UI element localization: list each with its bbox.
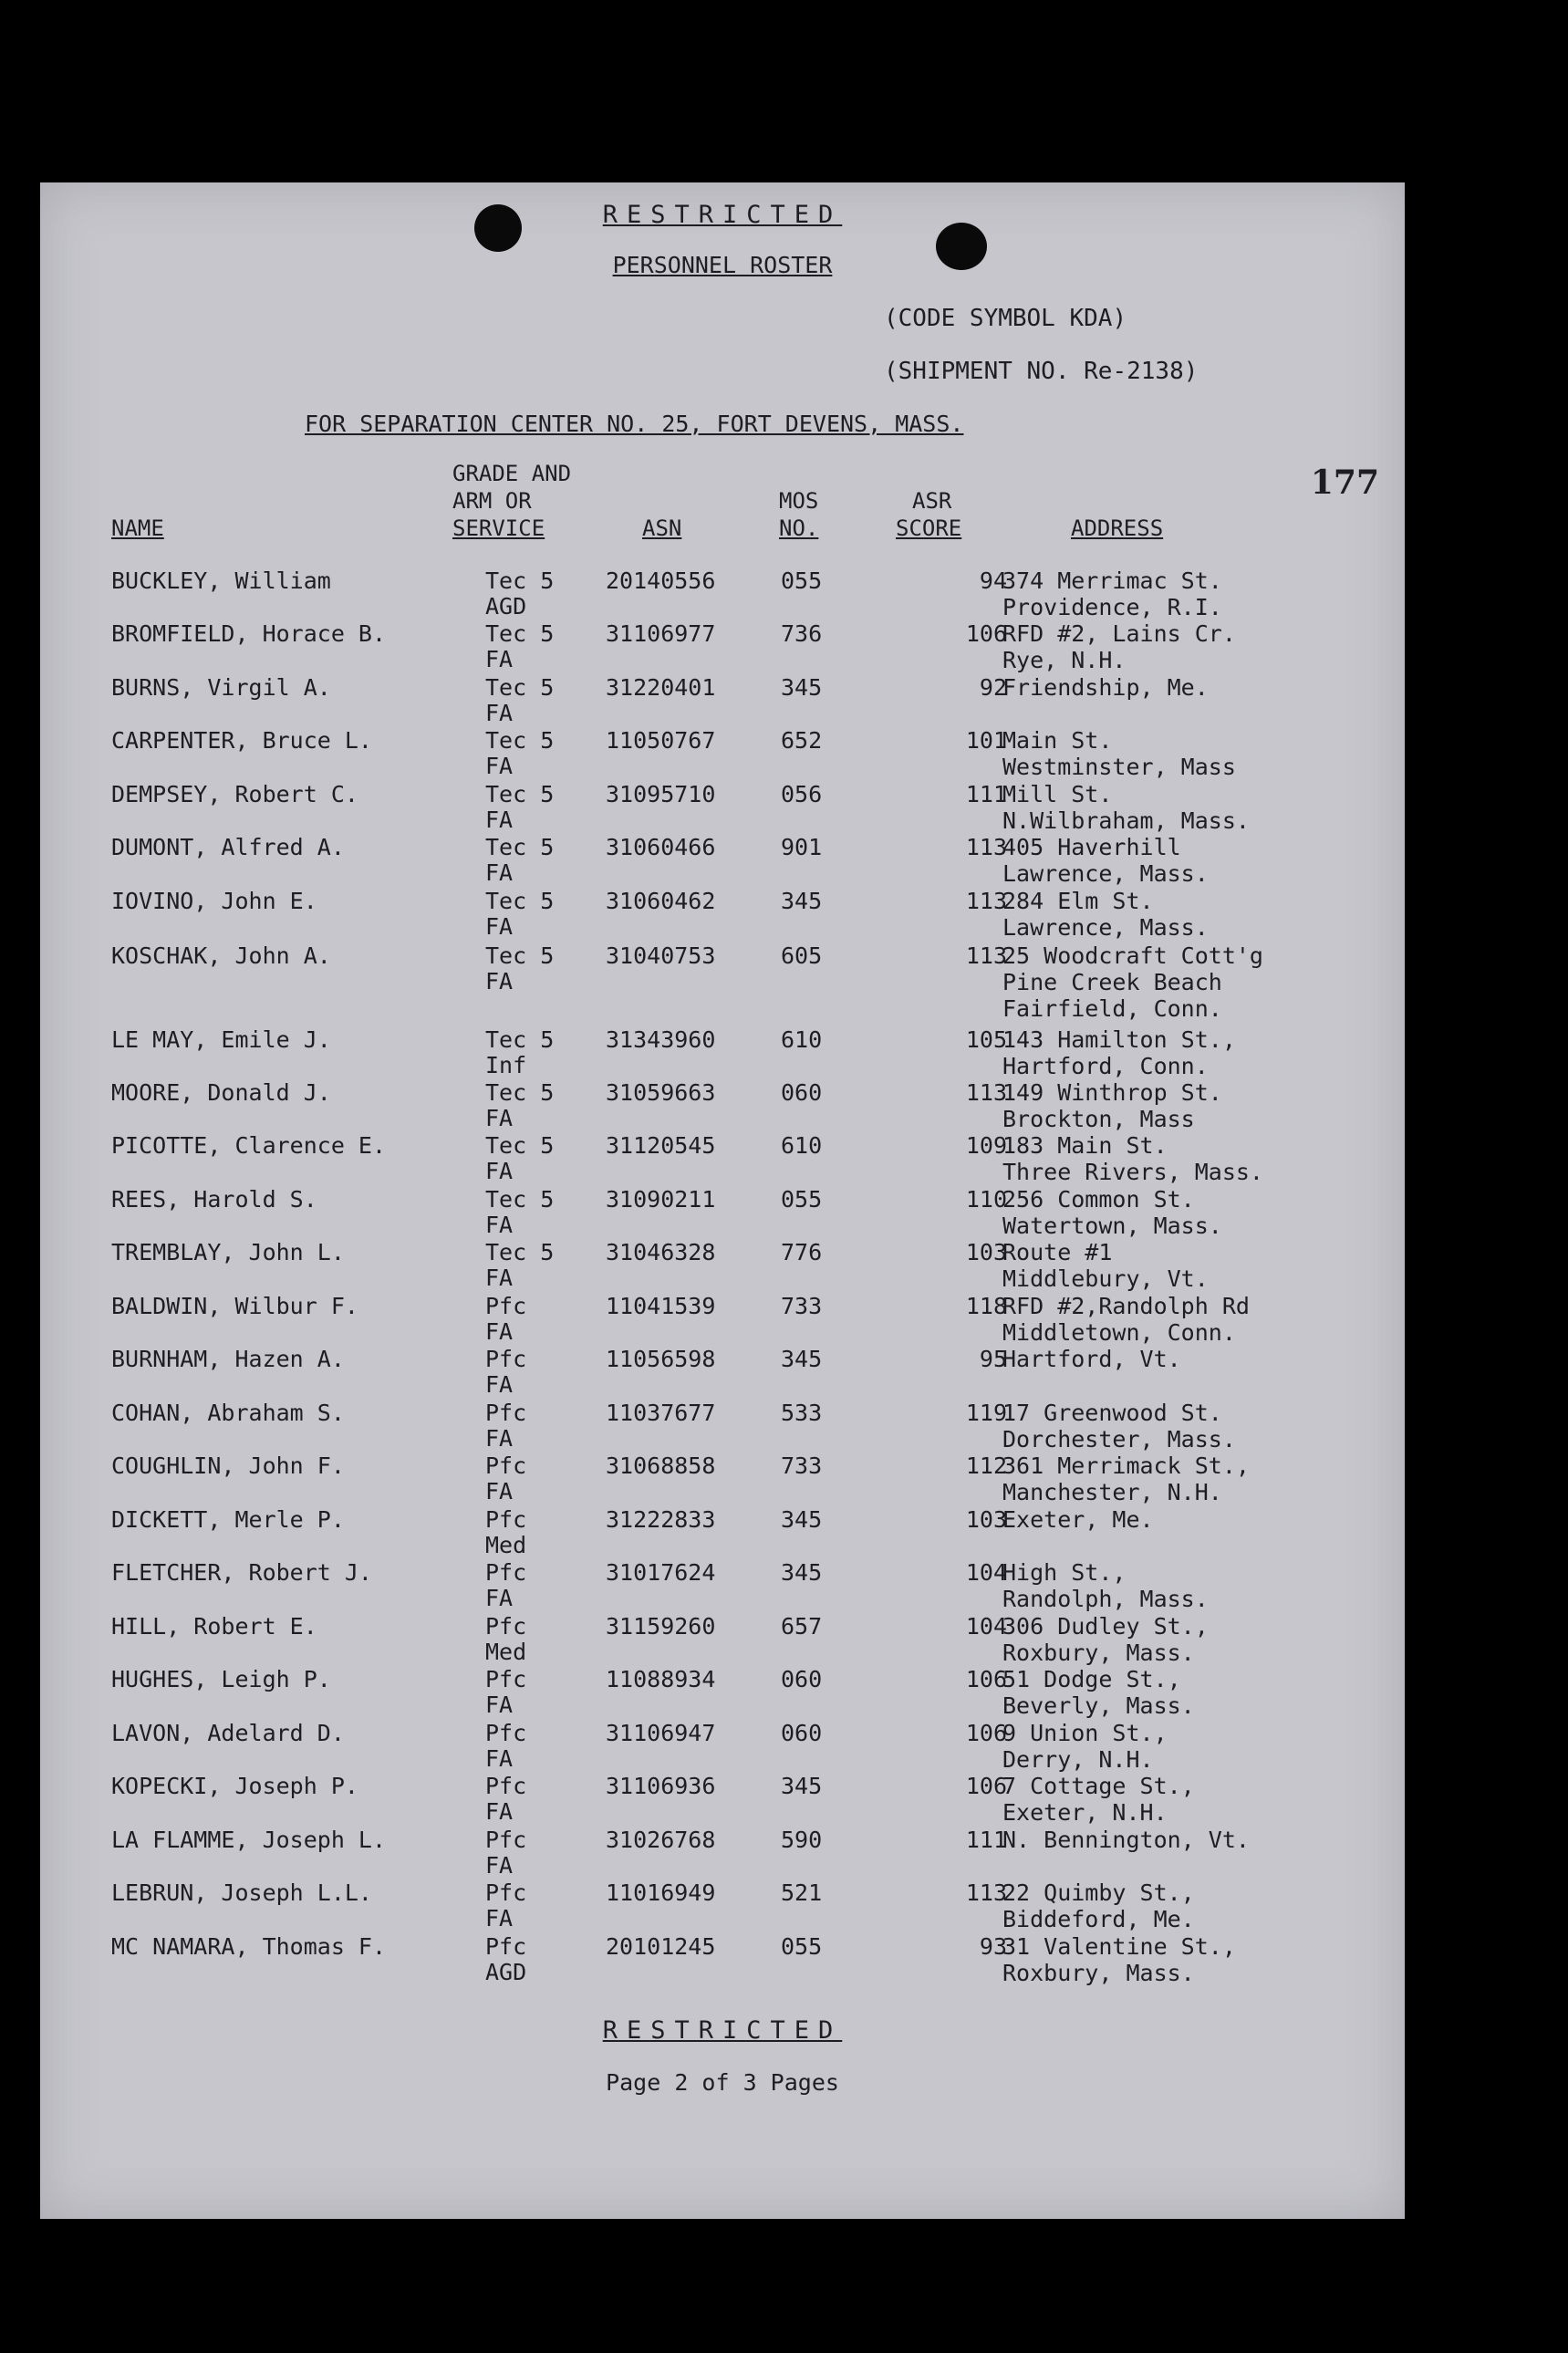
cell-mos: 345 <box>781 1773 823 1799</box>
cell-name: HUGHES, Leigh P. <box>111 1666 331 1692</box>
code-symbol: (CODE SYMBOL KDA) <box>884 305 1127 332</box>
cell-name: BURNHAM, Hazen A. <box>111 1346 345 1372</box>
cell-address-line1: 183 Main St. <box>1002 1132 1168 1159</box>
cell-score: 112 <box>965 1452 1007 1479</box>
table-row <box>40 942 1405 1022</box>
cell-score: 106 <box>965 1666 1007 1692</box>
cell-mos: 345 <box>781 888 823 914</box>
cell-grade: Tec 5 <box>485 567 555 594</box>
table-row <box>40 781 1405 834</box>
cell-mos: 056 <box>781 781 823 807</box>
cell-name: KOSCHAK, John A. <box>111 942 331 969</box>
cell-mos: 055 <box>781 1933 823 1960</box>
cell-mos: 605 <box>781 942 823 969</box>
cell-address-line1: Exeter, Me. <box>1002 1506 1154 1533</box>
cell-grade: Tec 5 <box>485 1239 555 1265</box>
cell-score: 113 <box>965 1079 1007 1106</box>
table-row <box>40 1613 1405 1666</box>
header-mos-line1: MOS <box>779 488 819 514</box>
table-row <box>40 1346 1405 1399</box>
cell-name: REES, Harold S. <box>111 1186 317 1213</box>
table-row <box>40 567 1405 620</box>
cell-grade: Tec 5 <box>485 942 555 969</box>
cell-grade: Tec 5 <box>485 888 555 914</box>
cell-score: 95 <box>979 1346 1007 1372</box>
cell-grade: Tec 5 <box>485 781 555 807</box>
cell-score: 94 <box>979 567 1007 594</box>
cell-grade: Pfc <box>485 1346 527 1372</box>
cell-mos: 055 <box>781 1186 823 1213</box>
cell-score: 111 <box>965 781 1007 807</box>
cell-grade: Tec 5 <box>485 1026 555 1053</box>
table-row <box>40 1079 1405 1132</box>
cell-score: 113 <box>965 1879 1007 1906</box>
header-mos-line2: NO. <box>779 515 819 541</box>
classification-top: RESTRICTED <box>602 201 843 229</box>
cell-score: 105 <box>965 1026 1007 1053</box>
cell-address-line1: 7 Cottage St., <box>1002 1773 1195 1799</box>
table-row <box>40 1400 1405 1452</box>
cell-asn: 11056598 <box>606 1346 716 1372</box>
cell-arm: FA <box>485 1745 514 1772</box>
cell-address-line2: Watertown, Mass. <box>1002 1213 1222 1239</box>
cell-mos: 657 <box>781 1613 823 1640</box>
header-address: ADDRESS <box>1071 515 1164 541</box>
cell-name: LA FLAMME, Joseph L. <box>111 1827 387 1853</box>
cell-asn: 31106977 <box>606 620 716 647</box>
table-row <box>40 1026 1405 1079</box>
cell-grade: Pfc <box>485 1773 527 1799</box>
header-name: NAME <box>111 515 164 541</box>
cell-address-line2: Roxbury, Mass. <box>1002 1640 1195 1666</box>
header-asr-line1: ASR <box>912 488 952 514</box>
cell-asn: 20101245 <box>606 1933 716 1960</box>
cell-grade: Pfc <box>485 1827 527 1853</box>
table-row <box>40 1293 1405 1346</box>
cell-asn: 31120545 <box>606 1132 716 1159</box>
cell-arm: FA <box>485 700 514 726</box>
cell-grade: Tec 5 <box>485 1079 555 1106</box>
cell-address-line1: 361 Merrimack St., <box>1002 1452 1250 1479</box>
cell-arm: Med <box>485 1532 527 1558</box>
cell-arm: AGD <box>485 1959 527 1985</box>
cell-address-line2: Derry, N.H. <box>1002 1746 1154 1773</box>
cell-asn: 31106947 <box>606 1720 716 1746</box>
cell-asn: 31106936 <box>606 1773 716 1799</box>
cell-asn: 31060466 <box>606 834 716 860</box>
roster-page <box>40 182 1405 2219</box>
cell-asn: 31220401 <box>606 674 716 701</box>
cell-arm: FA <box>485 1265 514 1291</box>
cell-arm: FA <box>485 753 514 779</box>
cell-mos: 590 <box>781 1827 823 1853</box>
cell-name: COHAN, Abraham S. <box>111 1400 345 1426</box>
cell-address-line1: 51 Dodge St., <box>1002 1666 1181 1692</box>
cell-address-line2: Exeter, N.H. <box>1002 1799 1168 1826</box>
cell-mos: 733 <box>781 1293 823 1319</box>
cell-asn: 31068858 <box>606 1452 716 1479</box>
cell-address-line1: High St., <box>1002 1559 1127 1586</box>
cell-arm: FA <box>485 1905 514 1931</box>
cell-address-line2: Beverly, Mass. <box>1002 1692 1195 1719</box>
cell-grade: Pfc <box>485 1933 527 1960</box>
cell-score: 101 <box>965 727 1007 754</box>
cell-score: 118 <box>965 1293 1007 1319</box>
cell-address-line1: 22 Quimby St., <box>1002 1879 1195 1906</box>
table-row <box>40 888 1405 941</box>
table-row <box>40 1132 1405 1185</box>
cell-address-line1: Friendship, Me. <box>1002 674 1209 701</box>
cell-arm: FA <box>485 968 514 994</box>
cell-address-line2: Westminster, Mass <box>1002 754 1236 780</box>
cell-score: 110 <box>965 1186 1007 1213</box>
cell-score: 106 <box>965 620 1007 647</box>
table-row <box>40 674 1405 727</box>
cell-grade: Tec 5 <box>485 1186 555 1213</box>
cell-address-line2: Three Rivers, Mass. <box>1002 1159 1263 1185</box>
cell-address-line1: 284 Elm St. <box>1002 888 1154 914</box>
cell-name: DEMPSEY, Robert C. <box>111 781 358 807</box>
cell-mos: 733 <box>781 1452 823 1479</box>
cell-address-line1: Mill St. <box>1002 781 1113 807</box>
cell-name: LAVON, Adelard D. <box>111 1720 345 1746</box>
cell-grade: Pfc <box>485 1720 527 1746</box>
cell-asn: 31060462 <box>606 888 716 914</box>
cell-address-line2: Randolph, Mass. <box>1002 1586 1209 1612</box>
cell-name: PICOTTE, Clarence E. <box>111 1132 387 1159</box>
table-row <box>40 1720 1405 1773</box>
cell-name: BUCKLEY, William <box>111 567 331 594</box>
cell-asn: 11041539 <box>606 1293 716 1319</box>
table-row <box>40 1666 1405 1719</box>
cell-asn: 11088934 <box>606 1666 716 1692</box>
cell-address-line2: Providence, R.I. <box>1002 594 1222 620</box>
cell-address-line1: 306 Dudley St., <box>1002 1613 1209 1640</box>
cell-name: LE MAY, Emile J. <box>111 1026 331 1053</box>
cell-name: LEBRUN, Joseph L.L. <box>111 1879 372 1906</box>
cell-grade: Pfc <box>485 1559 527 1586</box>
cell-mos: 345 <box>781 1346 823 1372</box>
header-grade-line3: SERVICE <box>452 515 545 541</box>
cell-address-line1: 374 Merrimac St. <box>1002 567 1222 594</box>
cell-address-line1: Main St. <box>1002 727 1113 754</box>
cell-name: FLETCHER, Robert J. <box>111 1559 372 1586</box>
cell-mos: 610 <box>781 1132 823 1159</box>
cell-address-line2: Pine Creek Beach <box>1002 969 1222 995</box>
cell-arm: FA <box>485 1692 514 1718</box>
cell-name: DICKETT, Merle P. <box>111 1506 345 1533</box>
cell-mos: 610 <box>781 1026 823 1053</box>
cell-name: TREMBLAY, John L. <box>111 1239 345 1265</box>
header-asr-line2: SCORE <box>896 515 962 541</box>
cell-mos: 060 <box>781 1720 823 1746</box>
cell-grade: Pfc <box>485 1452 527 1479</box>
classification-bottom: RESTRICTED <box>602 2016 843 2045</box>
header-grade-line1: GRADE AND <box>452 461 572 486</box>
cell-arm: FA <box>485 1798 514 1825</box>
cell-address-line1: 256 Common St. <box>1002 1186 1195 1213</box>
cell-arm: AGD <box>485 593 527 619</box>
cell-mos: 776 <box>781 1239 823 1265</box>
cell-name: MOORE, Donald J. <box>111 1079 331 1106</box>
cell-arm: FA <box>485 913 514 940</box>
cell-grade: Pfc <box>485 1293 527 1319</box>
table-row <box>40 1773 1405 1826</box>
page-number: 177 <box>1310 463 1379 502</box>
cell-score: 119 <box>965 1400 1007 1426</box>
table-row <box>40 1186 1405 1239</box>
cell-asn: 20140556 <box>606 567 716 594</box>
cell-address-line2: Brockton, Mass <box>1002 1106 1195 1132</box>
cell-grade: Tec 5 <box>485 620 555 647</box>
cell-address-line2: Dorchester, Mass. <box>1002 1426 1236 1452</box>
roster-title: PERSONNEL ROSTER <box>612 252 833 278</box>
cell-mos: 055 <box>781 567 823 594</box>
cell-name: BROMFIELD, Horace B. <box>111 620 387 647</box>
table-row <box>40 1506 1405 1559</box>
cell-address-line2: Lawrence, Mass. <box>1002 914 1209 941</box>
cell-grade: Pfc <box>485 1613 527 1640</box>
cell-address-line1: RFD #2, Lains Cr. <box>1002 620 1236 647</box>
cell-asn: 11016949 <box>606 1879 716 1906</box>
cell-name: DUMONT, Alfred A. <box>111 834 345 860</box>
cell-asn: 31159260 <box>606 1613 716 1640</box>
table-row <box>40 1827 1405 1879</box>
cell-arm: FA <box>485 1425 514 1452</box>
page-indicator: Page 2 of 3 Pages <box>606 2069 839 2096</box>
cell-address-line1: Hartford, Vt. <box>1002 1346 1181 1372</box>
cell-address-line1: 405 Haverhill <box>1002 834 1181 860</box>
cell-address-line2: Lawrence, Mass. <box>1002 860 1209 887</box>
table-row <box>40 1879 1405 1932</box>
cell-arm: FA <box>485 1212 514 1238</box>
cell-address-line1: RFD #2,Randolph Rd <box>1002 1293 1250 1319</box>
cell-address-line2: Manchester, N.H. <box>1002 1479 1222 1505</box>
cell-address-line1: 31 Valentine St., <box>1002 1933 1236 1960</box>
cell-address-line2: Middlebury, Vt. <box>1002 1265 1209 1292</box>
cell-mos: 521 <box>781 1879 823 1906</box>
cell-asn: 31046328 <box>606 1239 716 1265</box>
cell-grade: Tec 5 <box>485 674 555 701</box>
cell-mos: 345 <box>781 1559 823 1586</box>
cell-address-line1: 149 Winthrop St. <box>1002 1079 1222 1106</box>
header-asn: ASN <box>642 515 682 541</box>
cell-name: COUGHLIN, John F. <box>111 1452 345 1479</box>
separation-center: FOR SEPARATION CENTER NO. 25, FORT DEVENS, MASS. <box>305 411 964 437</box>
table-row <box>40 1452 1405 1505</box>
cell-address-line2: Middletown, Conn. <box>1002 1319 1236 1346</box>
cell-name: CARPENTER, Bruce L. <box>111 727 372 754</box>
cell-asn: 11050767 <box>606 727 716 754</box>
header-grade-line2: ARM OR <box>452 488 532 514</box>
cell-address-line1: 17 Greenwood St. <box>1002 1400 1222 1426</box>
cell-name: BURNS, Virgil A. <box>111 674 331 701</box>
cell-score: 103 <box>965 1506 1007 1533</box>
cell-asn: 31040753 <box>606 942 716 969</box>
cell-score: 113 <box>965 888 1007 914</box>
cell-grade: Pfc <box>485 1506 527 1533</box>
cell-arm: FA <box>485 807 514 833</box>
cell-mos: 736 <box>781 620 823 647</box>
table-row <box>40 1559 1405 1612</box>
cell-score: 92 <box>979 674 1007 701</box>
cell-arm: FA <box>485 1158 514 1184</box>
cell-arm: FA <box>485 1478 514 1504</box>
table-row <box>40 1933 1405 1986</box>
cell-score: 106 <box>965 1773 1007 1799</box>
cell-address-line1: 143 Hamilton St., <box>1002 1026 1236 1053</box>
cell-grade: Pfc <box>485 1400 527 1426</box>
cell-grade: Pfc <box>485 1666 527 1692</box>
cell-mos: 901 <box>781 834 823 860</box>
cell-address-line1: 25 Woodcraft Cott'g <box>1002 942 1263 969</box>
cell-arm: FA <box>485 1585 514 1611</box>
cell-mos: 060 <box>781 1666 823 1692</box>
cell-mos: 533 <box>781 1400 823 1426</box>
cell-arm: Med <box>485 1639 527 1665</box>
cell-grade: Tec 5 <box>485 834 555 860</box>
cell-arm: Inf <box>485 1052 527 1078</box>
table-row <box>40 620 1405 673</box>
cell-score: 93 <box>979 1933 1007 1960</box>
cell-asn: 31090211 <box>606 1186 716 1213</box>
cell-name: KOPECKI, Joseph P. <box>111 1773 358 1799</box>
cell-mos: 652 <box>781 727 823 754</box>
cell-arm: FA <box>485 1852 514 1879</box>
cell-address-line2: Roxbury, Mass. <box>1002 1960 1195 1986</box>
cell-score: 106 <box>965 1720 1007 1746</box>
cell-score: 113 <box>965 834 1007 860</box>
cell-score: 104 <box>965 1559 1007 1586</box>
cell-score: 103 <box>965 1239 1007 1265</box>
cell-mos: 345 <box>781 1506 823 1533</box>
cell-address-line2: Hartford, Conn. <box>1002 1053 1209 1079</box>
cell-arm: FA <box>485 1371 514 1398</box>
cell-arm: FA <box>485 1105 514 1131</box>
table-row <box>40 727 1405 780</box>
cell-address-line1: N. Bennington, Vt. <box>1002 1827 1250 1853</box>
cell-address-line2: Biddeford, Me. <box>1002 1906 1195 1932</box>
cell-asn: 31095710 <box>606 781 716 807</box>
cell-grade: Tec 5 <box>485 1132 555 1159</box>
table-row <box>40 1239 1405 1292</box>
cell-asn: 11037677 <box>606 1400 716 1426</box>
shipment-number: (SHIPMENT NO. Re-2138) <box>884 358 1199 385</box>
cell-name: HILL, Robert E. <box>111 1613 317 1640</box>
cell-grade: Tec 5 <box>485 727 555 754</box>
cell-score: 109 <box>965 1132 1007 1159</box>
table-row <box>40 834 1405 887</box>
cell-grade: Pfc <box>485 1879 527 1906</box>
cell-asn: 31017624 <box>606 1559 716 1586</box>
cell-address-line1: 9 Union St., <box>1002 1720 1168 1746</box>
cell-name: IOVINO, John E. <box>111 888 317 914</box>
cell-address-line1: Route #1 <box>1002 1239 1113 1265</box>
cell-mos: 345 <box>781 674 823 701</box>
cell-asn: 31059663 <box>606 1079 716 1106</box>
cell-score: 104 <box>965 1613 1007 1640</box>
cell-name: BALDWIN, Wilbur F. <box>111 1293 358 1319</box>
cell-asn: 31222833 <box>606 1506 716 1533</box>
cell-address-line2: N.Wilbraham, Mass. <box>1002 807 1250 834</box>
cell-mos: 060 <box>781 1079 823 1106</box>
cell-address-line2: Rye, N.H. <box>1002 647 1127 673</box>
cell-arm: FA <box>485 859 514 886</box>
cell-arm: FA <box>485 646 514 672</box>
cell-score: 113 <box>965 942 1007 969</box>
cell-score: 111 <box>965 1827 1007 1853</box>
cell-address-line3: Fairfield, Conn. <box>1002 995 1222 1022</box>
cell-asn: 31026768 <box>606 1827 716 1853</box>
cell-asn: 31343960 <box>606 1026 716 1053</box>
cell-arm: FA <box>485 1318 514 1345</box>
cell-name: MC NAMARA, Thomas F. <box>111 1933 387 1960</box>
